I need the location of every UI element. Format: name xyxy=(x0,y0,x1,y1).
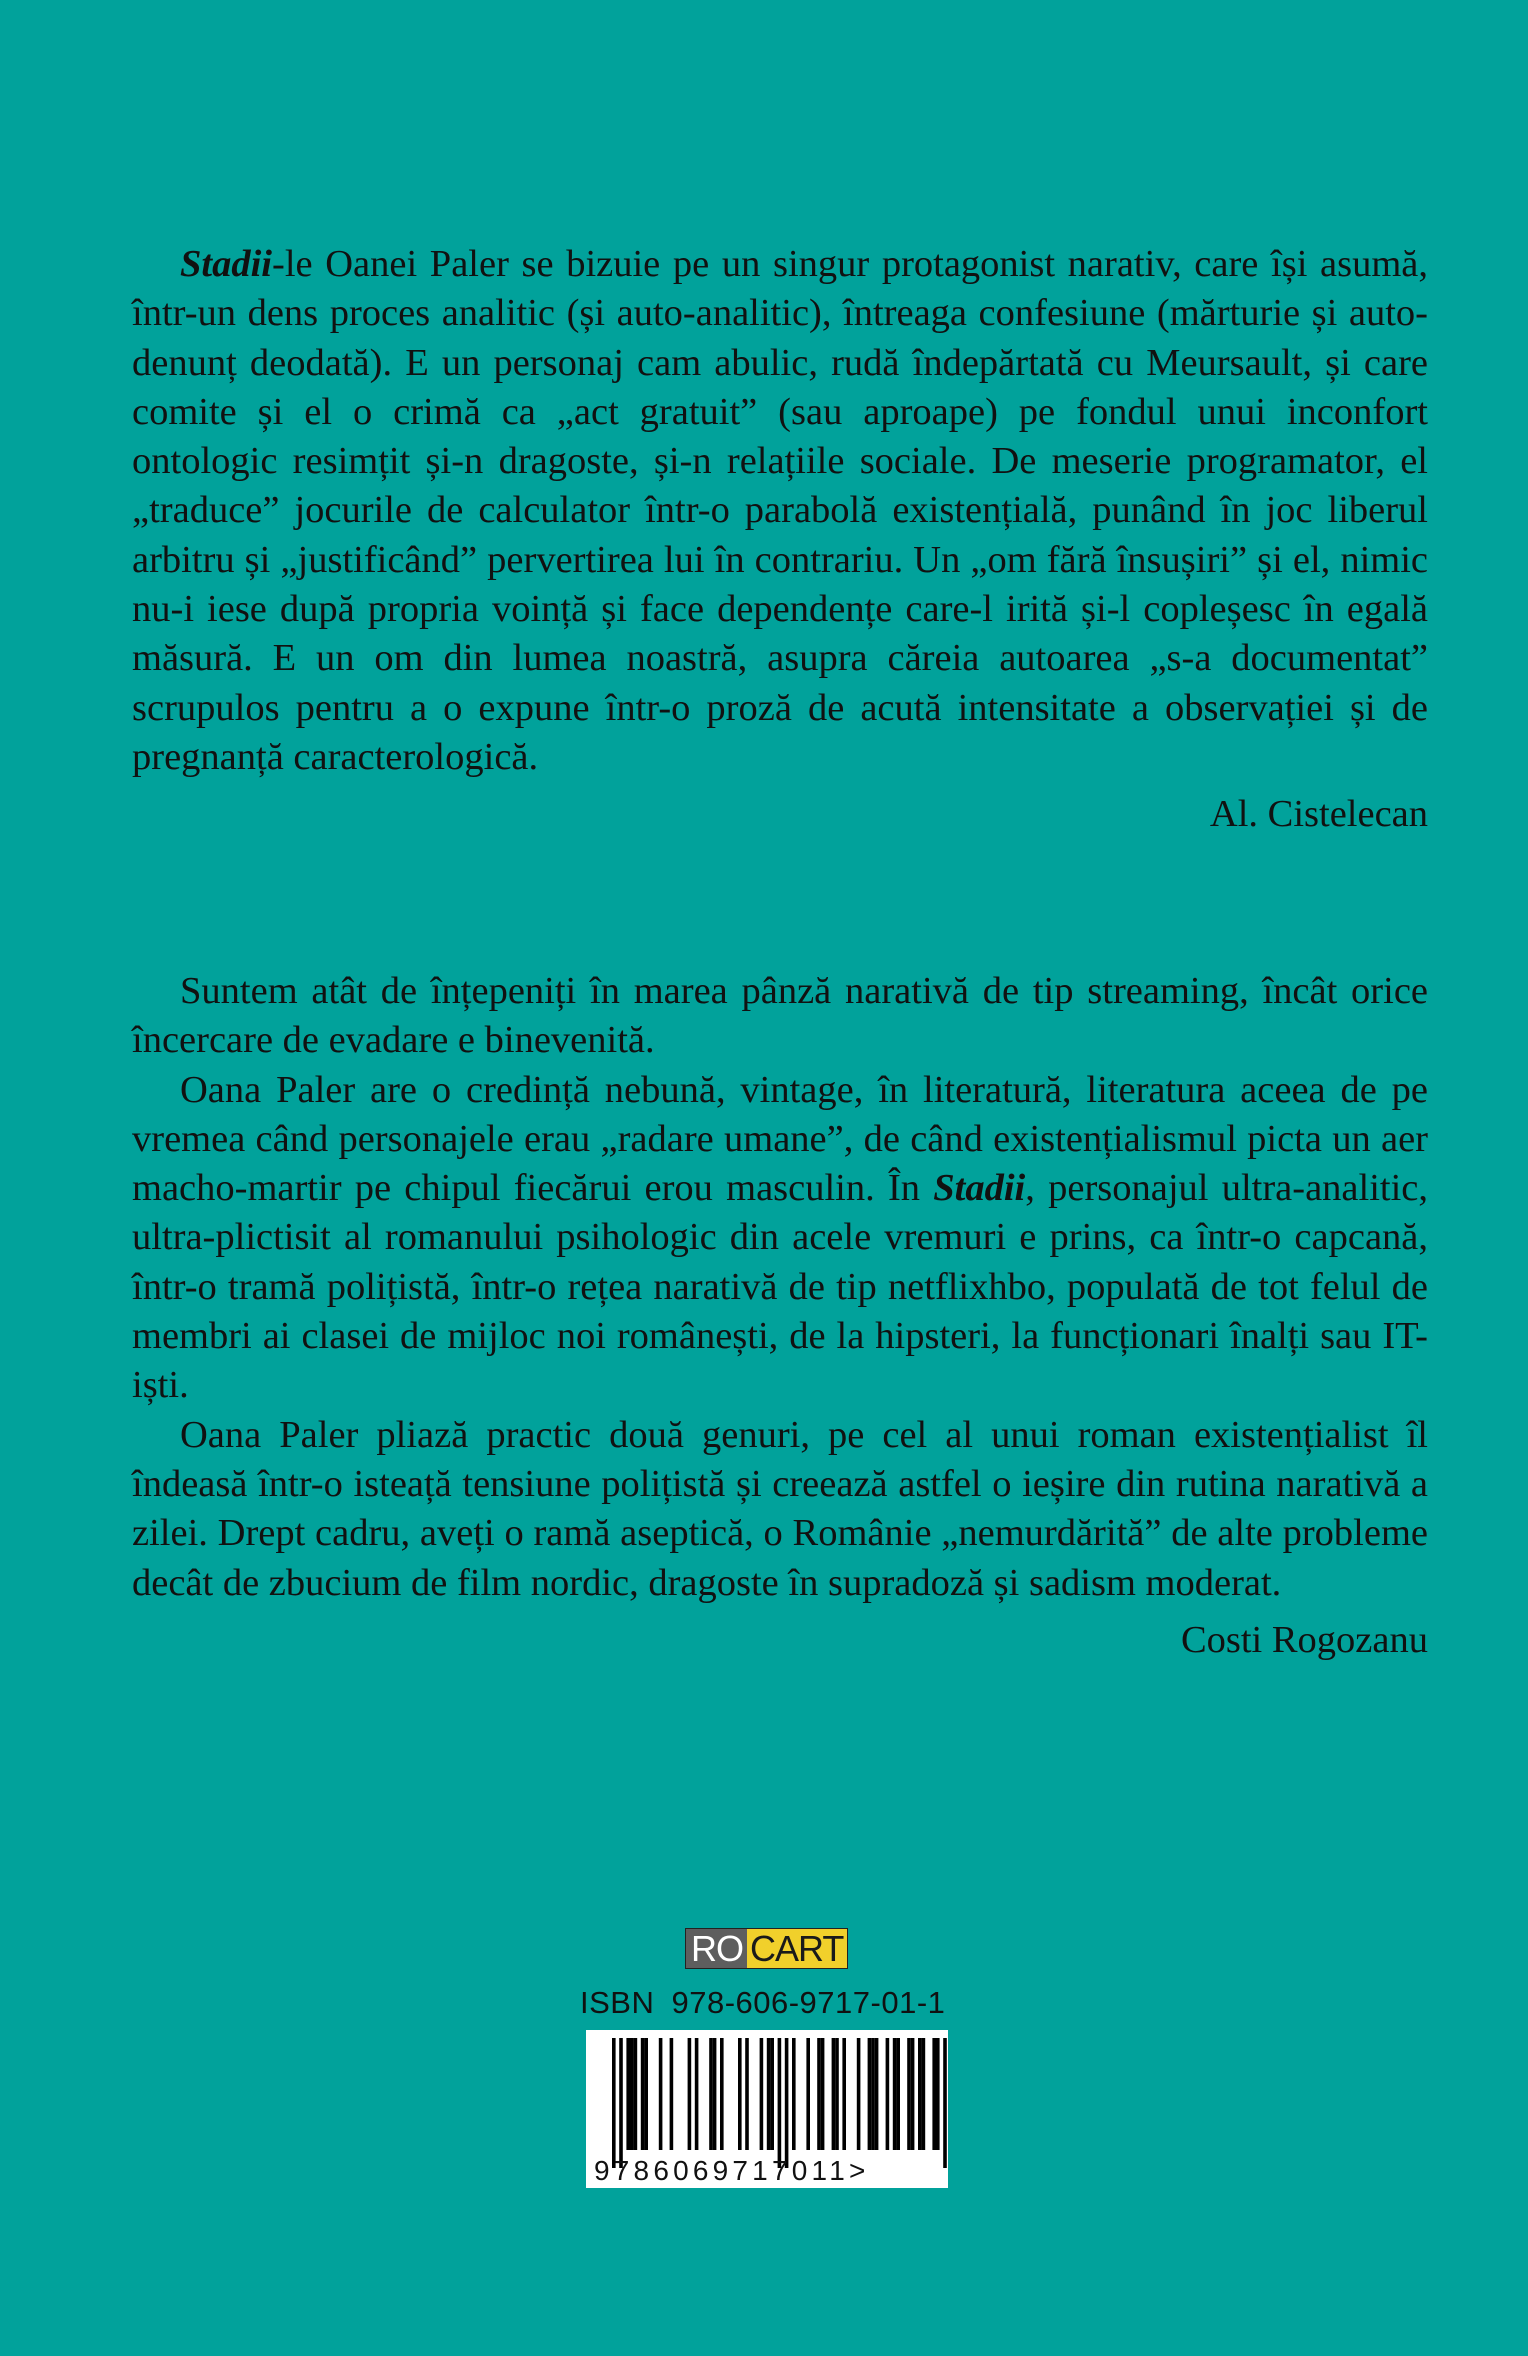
barcode-bar xyxy=(778,2038,782,2168)
barcode-bar xyxy=(713,2038,717,2150)
review-2-paragraph-3: Oana Paler pliază practic două genuri, pe cel al unui roman existențialist îl îndeasă într-o isteață tensiune polițistă și creează astfel o ieșire din rutina narativă a zilei. Drept cadru, aveți o ramă aseptică, o Românie „nemurdărită” de alte probleme decât de zbucium de film nordic, dragoste în supradoză și sadism moderat. xyxy=(132,1413,1428,1604)
barcode-bar xyxy=(896,2038,900,2150)
barcode-bar xyxy=(832,2038,836,2150)
barcode-bar xyxy=(785,2038,789,2168)
review-cistelecan xyxy=(132,240,1428,840)
barcode-bar xyxy=(695,2038,699,2150)
barcode-bar xyxy=(688,2038,692,2150)
publisher-logo-ro: RO xyxy=(686,1929,747,1968)
review-2-paragraph-2 xyxy=(132,1066,1428,1411)
barcode-bar xyxy=(634,2038,638,2150)
barcode-bar xyxy=(670,2038,674,2150)
barcode-bar xyxy=(612,2038,616,2168)
barcode-bar xyxy=(871,2038,875,2150)
barcode-bar xyxy=(918,2038,922,2150)
barcode-bar xyxy=(792,2038,796,2150)
review-1-body: -le Oanei Paler se bizuie pe un singur protagonist narativ, care își asumă, într-un dens proces analitic (și auto-analitic), întreaga confesiune (mărturie și auto-denunț deodată). E un personaj cam abulic, rudă îndepărtată cu Meursault, și care comite și el o crimă ca „act gratuit” (sau aproape) pe fondul unui inconfort ontologic resimțit și-n dragoste, și-n relațiile sociale. De meserie programator, el „traduce” jocurile de calculator într-o parabolă existențială, punând în joc liberul arbitru și „justificând” pervertirea lui în contrariu. Un „om fără însușiri” și el, nimic nu-i iese după propria voință și face dependențe care-l irită și-l copleșesc în egală măsură. E un om din lumea noastră, asupra căreia autoarea „s-a documentat” scrupulos pentru a o expune într-o proză de acută intensitate a observației și de pregnanță caracterologică. xyxy=(132,243,1428,778)
barcode-bar xyxy=(626,2038,630,2150)
book-title-emphasis: Stadii xyxy=(933,1167,1026,1210)
review-1-text xyxy=(132,240,1428,782)
barcode-bar xyxy=(817,2038,821,2150)
review-2-author: Costi Rogozanu xyxy=(1180,1618,1428,1661)
barcode-bar xyxy=(857,2038,861,2150)
barcode-bar xyxy=(738,2038,742,2150)
isbn-label: ISBN 978-606-9717-01-1 xyxy=(580,1985,946,2020)
review-rogozanu xyxy=(132,967,1428,1665)
review-2-paragraph-1: Suntem atât de înțepeniți în marea pânză narativă de tip streaming, încât orice încercare de evadare e binevenită. xyxy=(132,970,1428,1062)
barcode-bar xyxy=(720,2038,724,2150)
barcode-bar xyxy=(936,2038,940,2150)
barcode-digits: 9786069717011> xyxy=(594,2155,870,2186)
barcode-bar xyxy=(907,2038,911,2150)
barcode-bar xyxy=(922,2038,926,2150)
review-2-paragraph-2-start: Oana Paler are o credință nebună, vintage, în literatură, literatura aceea de pe vremea când personajele erau „radare umane”, de când existențialismul picta un aer macho-martir pe chipul fiecărui erou masculin. În xyxy=(132,1068,1428,1210)
publisher-logo xyxy=(685,1928,848,1969)
barcode xyxy=(586,2030,948,2188)
barcode-bar xyxy=(943,2038,947,2168)
barcode-bar xyxy=(641,2038,645,2150)
barcode-bar xyxy=(760,2038,764,2150)
barcode-bar xyxy=(659,2038,663,2150)
barcode-bar xyxy=(868,2038,872,2150)
barcode-bar xyxy=(886,2038,890,2150)
barcode-bar xyxy=(911,2038,915,2150)
barcode-bar xyxy=(709,2038,713,2150)
barcode-bar xyxy=(835,2038,839,2150)
review-2-paragraph-2-end: , personajul ultra-analitic, ultra-plictisit al romanului psihologic din acele vremuri e prins, ca într-o capcană, într-o tramă polițistă, într-o rețea narativă de tip netflixhbo, populată de tot felul de membri ai clasei de mijloc noi românești, de la hipsteri, la funcționari înalți sau IT-iști. xyxy=(132,1167,1428,1407)
publisher-logo-cart: CART xyxy=(747,1929,847,1968)
book-title-emphasis: Stadii xyxy=(180,243,273,285)
review-1-author: Al. Cistelecan xyxy=(1209,793,1428,836)
barcode-bar xyxy=(767,2038,771,2150)
barcode-bar xyxy=(619,2038,623,2168)
barcode-bar xyxy=(745,2038,749,2150)
barcode-bar xyxy=(842,2038,846,2150)
barcode-bar xyxy=(932,2038,936,2150)
barcode-bar xyxy=(893,2038,897,2150)
barcode-bar xyxy=(875,2038,879,2150)
barcode-bar xyxy=(806,2038,810,2150)
barcode-bar xyxy=(644,2038,648,2150)
barcode-bar xyxy=(630,2038,634,2150)
barcode-bar xyxy=(821,2038,825,2150)
barcode-bar xyxy=(770,2038,774,2150)
